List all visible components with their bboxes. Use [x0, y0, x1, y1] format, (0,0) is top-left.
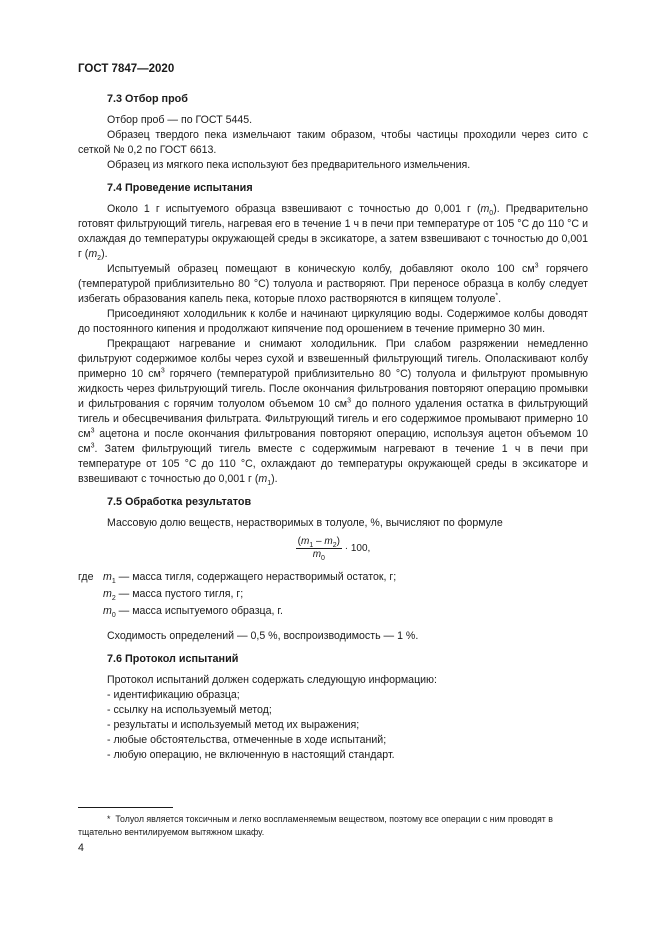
definition-m1 — [78, 570, 588, 585]
text-run: – — [313, 536, 325, 547]
symbol-m: m — [103, 605, 112, 617]
subscript: 0 — [489, 210, 494, 218]
footnote-text: Толуол является токсичным и легко воспламеняемым веществом, поэтому все операции с ним проводят в тщательно вентилируемом вытяжном шкафу. — [78, 814, 553, 837]
document-header: ГОСТ 7847—2020 — [78, 63, 175, 75]
section-title: 7.6 Протокол испытаний — [107, 653, 239, 665]
requirements-list — [107, 688, 588, 763]
section-title: 7.5 Обработка результатов — [107, 496, 252, 508]
formula — [78, 536, 588, 561]
text-run: ) — [336, 536, 340, 547]
text-run: ). — [271, 473, 278, 485]
formula-numerator — [296, 536, 342, 549]
paragraph: Протокол испытаний должен содержать следующую информацию: — [107, 674, 437, 686]
paragraph: Образец твердого пека измельчают таким образом, чтобы частицы проходили через сито с сеткой № 0,2 по ГОСТ 6613. — [78, 129, 588, 156]
list-item: - любые обстоятельства, отмеченные в ходе испытаний; — [107, 734, 387, 746]
section-7-4 — [78, 181, 588, 487]
text-run: ацетона и после окончания фильтрования повторяют операцию, используя ацетон объемом 10 см — [78, 428, 588, 455]
symbol-m: m — [312, 549, 322, 560]
section-7-6 — [78, 652, 588, 763]
superscript: 3 — [534, 262, 539, 270]
text-run: до полного удаления остатка в фильтрующий тигель и обесцвечивания фильтрата. Фильтрующий тигель и его содержимое промывают примерно 10 см — [78, 398, 588, 440]
list-item: - любую операцию, не включенную в настоящий стандарт. — [107, 749, 395, 761]
paragraph: Присоединяют холодильник к колбе и начинают циркуляцию воды. Содержимое колбы доводят до постоянного кипения и продолжают кипячение под орошением в течение примерно 30 мин. — [78, 308, 588, 335]
symbol-m: m — [258, 473, 268, 485]
footnote — [78, 813, 588, 839]
text-run: Прекращают нагревание и снимают холодильник. При слабом разряжении немедленно фильтруют содержимое колбы через сухой и взвешенный фильтрующий тигель. Ополаскивают колбу примерно 10 см — [78, 338, 588, 380]
footnote-separator — [78, 807, 173, 808]
symbol-m: m — [103, 588, 112, 600]
subscript: 1 — [111, 578, 116, 586]
subscript: 1 — [267, 480, 272, 488]
formula-factor: · 100, — [341, 543, 371, 555]
where-label: где — [78, 571, 94, 583]
text-run: . Затем фильтрующий тигель вместе с содержимым нагревают в течение 1 ч в печи при температуре от 105 °C до 110 °C, охлаждают до температуры окружающей среды в эксикаторе и взвешивают с точностью до 0,001 г ( — [78, 443, 588, 485]
text-run: ). — [101, 248, 108, 260]
superscript: 3 — [160, 367, 165, 375]
variable-definitions — [78, 570, 588, 619]
symbol-m: m — [103, 571, 112, 583]
symbol-m: m — [88, 248, 98, 260]
paragraph: Отбор проб — по ГОСТ 5445. — [107, 114, 253, 126]
paragraph — [78, 262, 588, 307]
page-number: 4 — [78, 842, 84, 854]
list-item: - результаты и используемый метод их выражения; — [107, 719, 360, 731]
list-item: - идентификацию образца; — [107, 689, 240, 701]
subscript: 2 — [332, 542, 337, 549]
paragraph: Образец из мягкого пека используют без предварительного измельчения. — [107, 159, 471, 171]
symbol-m: m — [480, 203, 490, 215]
paragraph: Сходимость определений — 0,5 %, воспроизводимость — 1 %. — [107, 630, 419, 642]
list-item: - ссылку на используемый метод; — [107, 704, 272, 716]
section-title: 7.4 Проведение испытания — [107, 182, 253, 194]
superscript: 3 — [347, 397, 351, 405]
text-run: — масса испытуемого образца, г. — [115, 605, 283, 617]
formula-fraction — [296, 536, 342, 561]
definition-m0 — [78, 604, 588, 619]
text-run: горячего (температурой приблизительно 80 °C) толуола и фильтруют промывную жидкость через фильтрующий тигель. После окончания фильтрования повторяют операцию промывки и фильтрования с горячим толуолом объемом 10 см — [78, 368, 588, 410]
subscript: 1 — [309, 542, 314, 549]
subscript: 0 — [321, 555, 325, 562]
footnote-marker: * — [107, 814, 111, 824]
symbol-m: m — [301, 536, 310, 547]
paragraph — [78, 202, 588, 262]
text-run: — масса тигля, содержащего нерастворимый остаток, г; — [115, 571, 397, 583]
text-run: горячего (температурой приблизительно 80 °C) толуола и растворяют. При переносе образца в колбу следует избегать образования капель пека, которые плохо растворяются в кипящем толуоле — [78, 263, 588, 305]
paragraph: Массовую долю веществ, нерастворимых в толуоле, %, вычисляют по формуле — [107, 517, 503, 529]
subscript: 2 — [111, 595, 116, 603]
superscript: 3 — [90, 442, 95, 450]
text-run: Испытуемый образец помещают в коническую колбу, добавляют около 100 см — [107, 263, 535, 275]
definition-m2 — [78, 587, 588, 602]
text-run: ). Предварительно готовят фильтрующий тигель, нагревая его в течение 1 ч в печи при температуре от 105 °C до 110 °C и охлаждая до температуры окружающей среды в эксикаторе, а затем взвешивают с точностью до 0,001 г ( — [78, 203, 588, 260]
page-content — [78, 92, 588, 771]
superscript: 3 — [90, 427, 95, 435]
section-7-5 — [78, 495, 588, 644]
section-title: 7.3 Отбор проб — [107, 93, 188, 105]
symbol-m: m — [324, 536, 333, 547]
text-run: ( — [297, 536, 301, 547]
text-run: — масса пустого тигля, г; — [115, 588, 244, 600]
subscript: 0 — [111, 612, 116, 620]
footnote-marker: * — [495, 292, 499, 300]
subscript: 2 — [97, 255, 102, 263]
text-run: . — [498, 293, 502, 305]
formula-denominator — [296, 549, 342, 561]
section-7-3 — [78, 92, 588, 173]
paragraph — [78, 337, 588, 487]
text-run: Около 1 г испытуемого образца взвешивают с точностью до 0,001 г ( — [107, 203, 481, 215]
